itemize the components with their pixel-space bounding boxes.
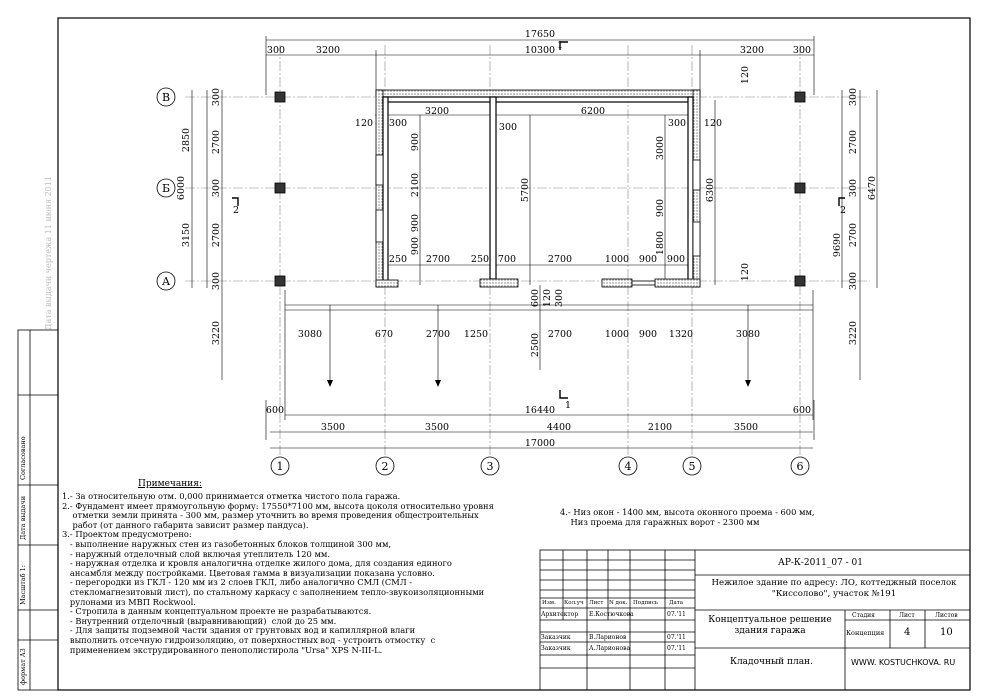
tb-code: АР-К-2011_07 - 01 (778, 558, 863, 568)
dim-text: 300 (848, 178, 859, 198)
section-label: 1 (556, 40, 564, 51)
roof-outline (285, 305, 813, 385)
dim-text: 900 (410, 132, 421, 152)
dim-text: 3200 (739, 45, 765, 56)
dim-text: 1000 (604, 329, 630, 340)
dim-text: 1800 (655, 230, 666, 256)
dim-text: 3150 (181, 222, 192, 248)
tb-h-podp: Подпись (633, 600, 658, 606)
dim-text: 600 (792, 405, 812, 416)
dim-text: 6200 (580, 106, 606, 117)
tb-h-sheet: Лист (899, 612, 915, 619)
dim-text: 3200 (424, 106, 450, 117)
notes-right: 4.- Низ окон - 1400 мм, высота оконного проема - 600 мм, Низ проема для гаражных ворот - 2300 мм (560, 507, 815, 527)
dim-text: 300 (792, 45, 812, 56)
dim-text: 17000 (524, 438, 556, 449)
dim-text: 2500 (530, 332, 541, 358)
section-label: 2 (232, 205, 240, 216)
side-date-label: Дата выдачи чертежа 11 июня 2011 (44, 175, 53, 330)
dim-text: 300 (848, 271, 859, 291)
dim-text: 300 (667, 118, 687, 129)
axis-label-2: 2 (381, 460, 389, 473)
tb-h-sheets: Листов (935, 612, 958, 619)
dim-text: 2100 (647, 422, 673, 433)
dim-text: 3500 (424, 422, 450, 433)
dim-text: 3220 (211, 320, 222, 346)
stamp-agreed: Согласовано (19, 436, 27, 480)
stamp-date: Дата выдачи (19, 495, 27, 540)
axis-label-v: В (161, 91, 171, 104)
dim-text: 3080 (297, 329, 323, 340)
dim-text: 900 (410, 236, 421, 256)
dim-text: 2700 (848, 222, 859, 248)
axis-label-3: 3 (486, 460, 494, 473)
dim-text: 600 (530, 288, 541, 308)
notes-title: Примечания: (138, 479, 202, 489)
axis-label-4: 4 (624, 460, 632, 473)
dim-text: 2700 (425, 329, 451, 340)
dim-text: 3000 (655, 135, 666, 161)
tb-r2-date: 07.'11 (667, 634, 686, 641)
dim-text: 300 (498, 122, 518, 133)
dim-text: 5700 (520, 177, 531, 203)
tb-r3-name: А.Ларионова (589, 645, 631, 652)
dim-text: 120 (740, 65, 751, 85)
tb-doc-title: Концептуальное решение здания гаража (708, 615, 832, 636)
dim-text: 900 (655, 198, 666, 218)
dim-text: 300 (388, 118, 408, 129)
axis-label-a: А (161, 275, 171, 288)
dim-text: 1320 (668, 329, 694, 340)
dim-text: 9690 (832, 232, 843, 258)
dim-text: 3220 (848, 320, 859, 346)
tb-sheet: 4 (904, 627, 911, 638)
dim-text: 3080 (735, 329, 761, 340)
dim-text: 1000 (604, 254, 630, 265)
dim-text: 300 (266, 45, 286, 56)
dim-text: 3200 (315, 45, 341, 56)
dim-text: 2700 (547, 329, 573, 340)
tb-h-izm: Изм. (542, 600, 556, 606)
dim-text: 900 (410, 213, 421, 233)
dim-text: 120 (740, 262, 751, 282)
slope-arrows (327, 380, 751, 387)
dim-text: 10300 (524, 45, 556, 56)
dim-text: 300 (848, 87, 859, 107)
axis-label-b: Б (161, 182, 171, 195)
tb-object: Нежилое здание по адресу: ЛО, коттеджный поселок "Киссолово", участок №191 (711, 578, 957, 599)
dim-text: 3500 (320, 422, 346, 433)
tb-stage: Концепция (846, 629, 885, 637)
dim-text: 300 (554, 288, 565, 308)
tb-h-data: Дата (669, 600, 684, 606)
tb-r2-role: Заказчик (541, 634, 571, 641)
stamp-scale: Масштаб 1: (19, 565, 27, 605)
stamp-format: формат А3 (19, 648, 27, 685)
tb-r1-role: Архитектор (541, 611, 579, 618)
dim-text: 16440 (524, 405, 556, 416)
dim-text: 120 (703, 118, 723, 129)
dim-text: 600 (265, 405, 285, 416)
tb-r3-date: 07.'11 (667, 645, 686, 652)
tb-h-kol: Кол.уч (564, 600, 584, 606)
tb-h-stage: Стадия (852, 612, 875, 619)
tb-r2-name: В.Ларионов (589, 634, 627, 641)
notes-left: 1.- За относительную отм. 0,000 принимается отметка чистого пола гаража. 2.- Фундамент имеет прямоугольную форму: 17550*7100 мм, высота цоколя относительно уровня отметки земли принята - 300 мм, размер уточнить во время проведения общестроительных работ (от данного габарита зависит размер пандуса). 3.- Проектом предусмотрено: - выполнение наружных стен из газобетонных блоков толщиной 300 мм, - наружный отделочный слой включая утеплитель 120 мм. - наружная отделка и кровля аналогична отделке жилого дома, для создания единого ансамбля между постройками. Цветовая гамма в визуализации показана условно. - перегородки из ГКЛ - 120 мм из 2 слоев ГКЛ, либо аналогично СМЛ (СМЛ - стекломагнезитовый лист), по стальному каркасу с заполнением тепло-звукоизоляционными рулонами из МВП Rockwool. - Стропила в данным концептуальном проекте не разрабатываются. - Внутренний отделочный (выравнивающий) слой до 25 мм. - Для защиты подземной части здания от грунтовых вод и капиллярной влаги выполнить отсечную гидроизоляцию, от поверхностных вод - устроить отмостку с применением экструдированного пенополистирола "Ursa" XPS N-III-L. (62, 491, 494, 655)
dim-text: 6000 (176, 175, 187, 201)
tb-h-list: Лист (589, 600, 604, 606)
dim-text: 300 (211, 178, 222, 198)
section-label: 1 (564, 400, 572, 411)
dim-text: 6470 (867, 175, 878, 201)
dim-text: 4400 (546, 422, 572, 433)
dim-text: 6300 (705, 177, 716, 203)
axis-label-5: 5 (688, 460, 696, 473)
dim-text: 2700 (547, 254, 573, 265)
dim-text: 2850 (181, 127, 192, 153)
tb-r1-name: Е.Костючкова (589, 611, 634, 618)
axis-label-1: 1 (276, 460, 284, 473)
dim-text: 250 (470, 254, 490, 265)
dim-text: 1250 (463, 329, 489, 340)
axis-label-6: 6 (796, 460, 804, 473)
dim-text: 120 (542, 288, 553, 308)
dim-text: 900 (666, 254, 686, 265)
tb-h-ndok: N док. (609, 600, 628, 606)
dim-text: 3500 (733, 422, 759, 433)
dim-text: 900 (638, 254, 658, 265)
dim-text: 2700 (425, 254, 451, 265)
dim-text: 300 (211, 87, 222, 107)
dim-text: 17650 (524, 29, 556, 40)
tb-r1-date: 07.'11 (667, 611, 686, 618)
dim-text: 2700 (848, 129, 859, 155)
dim-text: 2100 (410, 172, 421, 198)
tb-sheet-name: Кладочный план. (730, 657, 813, 667)
dim-text: 2700 (211, 129, 222, 155)
tb-site: WWW. KOSTUCHKOVA. RU (851, 658, 956, 667)
dim-text: 670 (374, 329, 394, 340)
dim-text: 700 (497, 254, 517, 265)
dim-text: 2700 (211, 222, 222, 248)
tb-sheets: 10 (940, 627, 953, 638)
dim-text: 300 (211, 271, 222, 291)
grid-axes (185, 45, 870, 455)
tb-r3-role: Заказчик (541, 645, 571, 652)
dim-text: 900 (638, 329, 658, 340)
section-label: 2 (839, 205, 847, 216)
dim-text: 250 (388, 254, 408, 265)
dim-text: 120 (354, 118, 374, 129)
